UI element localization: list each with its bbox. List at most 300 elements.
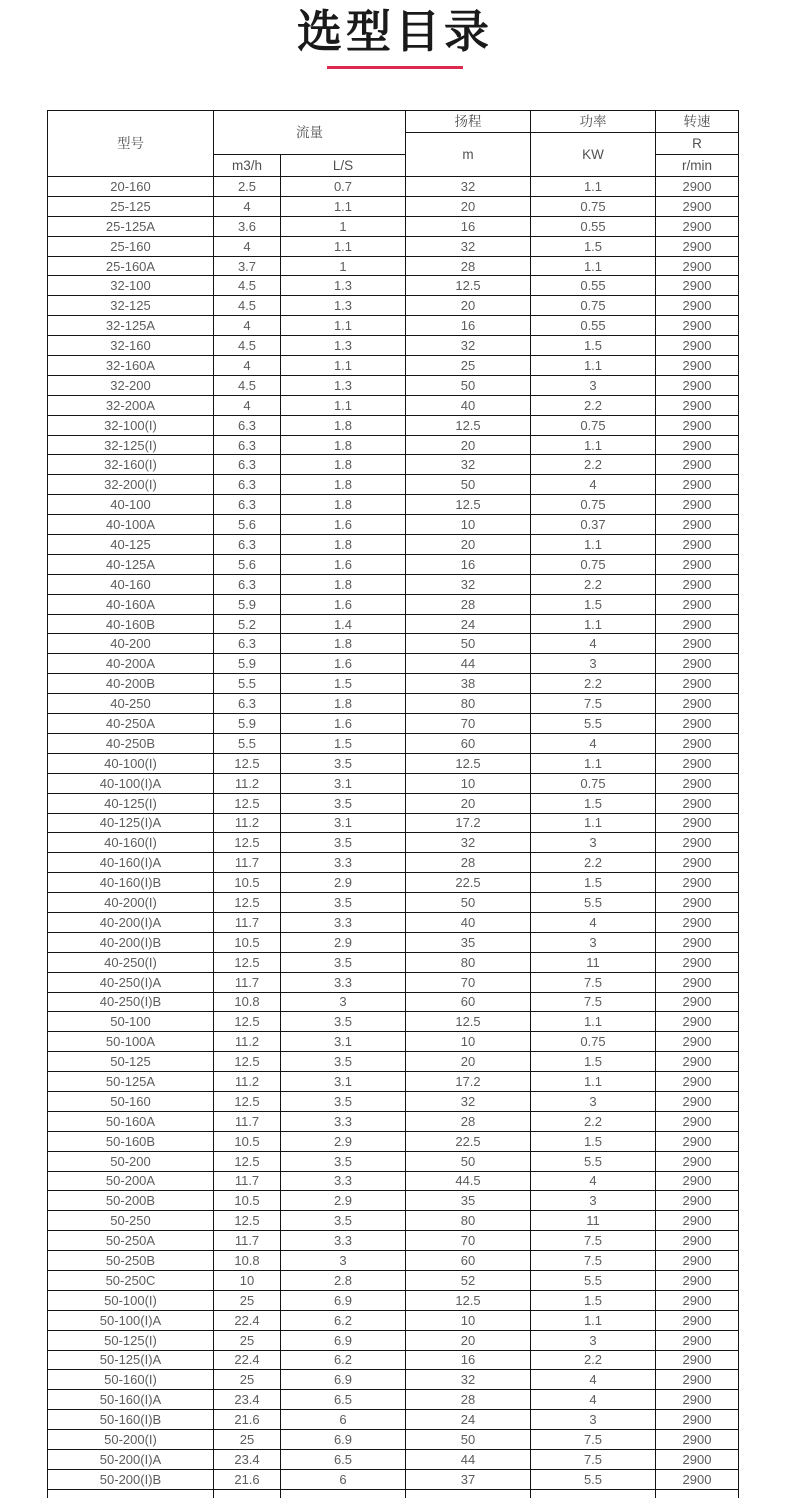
cell-head: 44.5 bbox=[406, 1171, 531, 1191]
cell-speed: 2900 bbox=[656, 574, 739, 594]
cell-power: 4 bbox=[531, 475, 656, 495]
cell-model: 40-100A bbox=[48, 515, 214, 535]
cell-model: 40-160B bbox=[48, 614, 214, 634]
cell-power: 3 bbox=[531, 1191, 656, 1211]
cell-model: 40-125(I) bbox=[48, 793, 214, 813]
cell-head: 50 bbox=[406, 634, 531, 654]
cell-flow-m3h: 11.7 bbox=[214, 853, 281, 873]
cell-head: 32 bbox=[406, 1091, 531, 1111]
cell-model: 40-160(I)A bbox=[48, 853, 214, 873]
cell-power: 4 bbox=[531, 733, 656, 753]
page-title: 选型目录 bbox=[296, 6, 493, 57]
cell-speed: 2900 bbox=[656, 1191, 739, 1211]
cell-flow-m3h: 25 bbox=[214, 1370, 281, 1390]
table-row bbox=[48, 574, 739, 594]
cell-power: 0.75 bbox=[531, 415, 656, 435]
cell-head: 12.5 bbox=[406, 415, 531, 435]
cell-head: 60 bbox=[406, 1251, 531, 1271]
cell-flow-ls: 3.5 bbox=[281, 1052, 406, 1072]
cell-flow-ls: 3.1 bbox=[281, 813, 406, 833]
header-model: 型号 bbox=[48, 111, 214, 177]
table-row bbox=[48, 1052, 739, 1072]
cell-flow-ls: 3.5 bbox=[281, 1091, 406, 1111]
cell-speed: 2900 bbox=[656, 495, 739, 515]
cell-flow-m3h: 5.2 bbox=[214, 614, 281, 634]
table-row bbox=[48, 594, 739, 614]
cell-model: 50-125(I)A bbox=[48, 1350, 214, 1370]
cell-power: 2.2 bbox=[531, 1350, 656, 1370]
cell-flow-ls: 3 bbox=[281, 1251, 406, 1271]
cell-head: 12.5 bbox=[406, 276, 531, 296]
cell-speed: 2900 bbox=[656, 694, 739, 714]
cell-flow-m3h: 11.7 bbox=[214, 1171, 281, 1191]
cell-model: 40-160(I) bbox=[48, 833, 214, 853]
cell-speed: 2900 bbox=[656, 1450, 739, 1470]
cell-flow-m3h: 11.2 bbox=[214, 773, 281, 793]
cell-model: 40-200(I)A bbox=[48, 912, 214, 932]
cell-power: 4 bbox=[531, 912, 656, 932]
cell-model: 40-100 bbox=[48, 495, 214, 515]
table-row bbox=[48, 1350, 739, 1370]
cell-flow-ls: 6.9 bbox=[281, 1370, 406, 1390]
table-row bbox=[48, 1430, 739, 1450]
catalog-page bbox=[0, 2, 790, 1498]
table-header bbox=[48, 111, 739, 177]
table-row bbox=[48, 1450, 739, 1470]
cell-power: 3 bbox=[531, 1410, 656, 1430]
table-row bbox=[48, 216, 739, 236]
cell-flow-ls: 1 bbox=[281, 216, 406, 236]
cell-model: 32-100 bbox=[48, 276, 214, 296]
cell-power: 1.1 bbox=[531, 177, 656, 197]
cell-model: 40-250(I)B bbox=[48, 992, 214, 1012]
cell-head: 20 bbox=[406, 435, 531, 455]
cell-flow-m3h: 6.3 bbox=[214, 495, 281, 515]
cell-head: 20 bbox=[406, 1330, 531, 1350]
cell-head: 50 bbox=[406, 1151, 531, 1171]
cell-flow-ls: 1.6 bbox=[281, 515, 406, 535]
cell-head: 32 bbox=[406, 336, 531, 356]
cell-flow-m3h: 4 bbox=[214, 196, 281, 216]
cell-model: 40-250(I)A bbox=[48, 972, 214, 992]
cell-speed: 2900 bbox=[656, 336, 739, 356]
cell-flow-m3h: 11.7 bbox=[214, 1231, 281, 1251]
cell-speed: 2900 bbox=[656, 972, 739, 992]
cell-speed: 2900 bbox=[656, 435, 739, 455]
table-row bbox=[48, 1290, 739, 1310]
cell-speed: 2900 bbox=[656, 753, 739, 773]
cell-model: 32-200A bbox=[48, 395, 214, 415]
cell-flow-ls: 3 bbox=[281, 992, 406, 1012]
cell-speed: 2900 bbox=[656, 356, 739, 376]
cell-head: 20 bbox=[406, 793, 531, 813]
table-row bbox=[48, 256, 739, 276]
cell-speed: 2900 bbox=[656, 1251, 739, 1271]
cell-flow-ls: 3.5 bbox=[281, 833, 406, 853]
cell-flow-m3h: 5.5 bbox=[214, 674, 281, 694]
cell-head: 80 bbox=[406, 952, 531, 972]
cell-head: 17.2 bbox=[406, 1072, 531, 1092]
cell-power: 1.5 bbox=[531, 793, 656, 813]
cell-head: 28 bbox=[406, 853, 531, 873]
cell-model: 50-100(I)A bbox=[48, 1310, 214, 1330]
cell-power: 7.5 bbox=[531, 992, 656, 1012]
header-speed-unit: r/min bbox=[656, 155, 739, 177]
cell-speed: 2900 bbox=[656, 1171, 739, 1191]
cell-flow-m3h: 10.5 bbox=[214, 1191, 281, 1211]
header-power: 功率 bbox=[531, 111, 656, 133]
cell-head: 10 bbox=[406, 1310, 531, 1330]
cell-head: 12.5 bbox=[406, 1012, 531, 1032]
cell-speed: 2900 bbox=[656, 1231, 739, 1251]
cell-head: 32 bbox=[406, 1370, 531, 1390]
cell-speed: 2900 bbox=[656, 992, 739, 1012]
cell-head: 60 bbox=[406, 733, 531, 753]
cell-speed: 2900 bbox=[656, 256, 739, 276]
table-row bbox=[48, 912, 739, 932]
cell-head: 70 bbox=[406, 714, 531, 734]
cell-flow-ls: 3.5 bbox=[281, 753, 406, 773]
table-row bbox=[48, 992, 739, 1012]
table-row bbox=[48, 853, 739, 873]
cell-model: 25-125 bbox=[48, 196, 214, 216]
cell-power: 1.1 bbox=[531, 1310, 656, 1330]
cell-speed: 2900 bbox=[656, 614, 739, 634]
cell-power: 4 bbox=[531, 1171, 656, 1191]
cell-model: 32-200 bbox=[48, 375, 214, 395]
cell-speed: 2900 bbox=[656, 1032, 739, 1052]
cell-flow-ls: 0.7 bbox=[281, 177, 406, 197]
cell-speed: 2900 bbox=[656, 1211, 739, 1231]
cell-power: 7.5 bbox=[531, 1251, 656, 1271]
cell-model: 32-125A bbox=[48, 316, 214, 336]
cell-power: 3 bbox=[531, 1330, 656, 1350]
cell-flow-ls: 1.5 bbox=[281, 674, 406, 694]
cell-power: 2.2 bbox=[531, 674, 656, 694]
cell-head: 25 bbox=[406, 356, 531, 376]
cell-flow-ls: 3.3 bbox=[281, 972, 406, 992]
table-row bbox=[48, 1469, 739, 1489]
cell-flow-ls: 6.9 bbox=[281, 1290, 406, 1310]
cell-flow-m3h: 12.5 bbox=[214, 753, 281, 773]
cell-flow-ls: 1.1 bbox=[281, 316, 406, 336]
cell-flow-ls: 1.8 bbox=[281, 455, 406, 475]
cell-speed: 2900 bbox=[656, 316, 739, 336]
cell-model: 50-200(I)A bbox=[48, 1450, 214, 1470]
table-row bbox=[48, 296, 739, 316]
header-flow-ls: L/S bbox=[281, 155, 406, 177]
table-row bbox=[48, 694, 739, 714]
cell-empty bbox=[406, 1489, 531, 1498]
cell-head: 32 bbox=[406, 236, 531, 256]
cell-speed: 2900 bbox=[656, 515, 739, 535]
cell-model: 40-200(I) bbox=[48, 893, 214, 913]
table-row bbox=[48, 236, 739, 256]
header-head: 扬程 bbox=[406, 111, 531, 133]
cell-speed: 2900 bbox=[656, 1430, 739, 1450]
cell-speed: 2900 bbox=[656, 634, 739, 654]
cell-power: 2.2 bbox=[531, 853, 656, 873]
cell-speed: 2900 bbox=[656, 893, 739, 913]
cell-flow-m3h: 12.5 bbox=[214, 1052, 281, 1072]
partial-row bbox=[48, 1489, 739, 1498]
cell-flow-m3h: 23.4 bbox=[214, 1450, 281, 1470]
cell-head: 10 bbox=[406, 1032, 531, 1052]
cell-model: 40-100(I) bbox=[48, 753, 214, 773]
cell-flow-m3h: 12.5 bbox=[214, 893, 281, 913]
table-row bbox=[48, 1251, 739, 1271]
cell-power: 2.2 bbox=[531, 395, 656, 415]
cell-model: 50-250 bbox=[48, 1211, 214, 1231]
table-row bbox=[48, 873, 739, 893]
cell-model: 40-250A bbox=[48, 714, 214, 734]
cell-flow-ls: 3.3 bbox=[281, 1231, 406, 1251]
cell-power: 1.5 bbox=[531, 336, 656, 356]
cell-flow-ls: 3.3 bbox=[281, 1111, 406, 1131]
cell-speed: 2900 bbox=[656, 1410, 739, 1430]
cell-model: 25-160A bbox=[48, 256, 214, 276]
cell-model: 50-160A bbox=[48, 1111, 214, 1131]
cell-flow-m3h: 25 bbox=[214, 1330, 281, 1350]
cell-flow-m3h: 6.3 bbox=[214, 574, 281, 594]
cell-head: 80 bbox=[406, 1211, 531, 1231]
cell-model: 50-200B bbox=[48, 1191, 214, 1211]
cell-head: 20 bbox=[406, 1052, 531, 1072]
table-row bbox=[48, 356, 739, 376]
selection-table bbox=[47, 110, 739, 1498]
cell-power: 11 bbox=[531, 1211, 656, 1231]
table-row bbox=[48, 196, 739, 216]
cell-model: 32-160(I) bbox=[48, 455, 214, 475]
table-row bbox=[48, 952, 739, 972]
cell-flow-ls: 6.2 bbox=[281, 1350, 406, 1370]
cell-flow-m3h: 4 bbox=[214, 316, 281, 336]
cell-power: 0.55 bbox=[531, 276, 656, 296]
cell-power: 0.75 bbox=[531, 196, 656, 216]
cell-power: 4 bbox=[531, 634, 656, 654]
table-row bbox=[48, 1390, 739, 1410]
cell-power: 0.75 bbox=[531, 1032, 656, 1052]
cell-flow-m3h: 25 bbox=[214, 1430, 281, 1450]
cell-power: 3 bbox=[531, 654, 656, 674]
cell-flow-m3h: 6.3 bbox=[214, 634, 281, 654]
cell-flow-ls: 1.4 bbox=[281, 614, 406, 634]
cell-flow-ls: 2.9 bbox=[281, 932, 406, 952]
cell-speed: 2900 bbox=[656, 873, 739, 893]
cell-speed: 2900 bbox=[656, 1052, 739, 1072]
cell-flow-ls: 1.8 bbox=[281, 694, 406, 714]
cell-power: 3 bbox=[531, 375, 656, 395]
table-row bbox=[48, 535, 739, 555]
cell-head: 32 bbox=[406, 177, 531, 197]
cell-speed: 2900 bbox=[656, 1330, 739, 1350]
cell-flow-m3h: 4.5 bbox=[214, 296, 281, 316]
cell-flow-m3h: 6.3 bbox=[214, 475, 281, 495]
cell-speed: 2900 bbox=[656, 1151, 739, 1171]
cell-head: 10 bbox=[406, 515, 531, 535]
cell-model: 32-160A bbox=[48, 356, 214, 376]
cell-flow-m3h: 5.9 bbox=[214, 594, 281, 614]
cell-flow-m3h: 12.5 bbox=[214, 1151, 281, 1171]
cell-flow-ls: 6.9 bbox=[281, 1330, 406, 1350]
cell-model: 40-160A bbox=[48, 594, 214, 614]
cell-flow-ls: 1.6 bbox=[281, 554, 406, 574]
cell-flow-ls: 1.8 bbox=[281, 475, 406, 495]
cell-flow-m3h: 12.5 bbox=[214, 1012, 281, 1032]
table-row bbox=[48, 1072, 739, 1092]
cell-power: 1.1 bbox=[531, 1072, 656, 1092]
cell-model: 40-160(I)B bbox=[48, 873, 214, 893]
cell-power: 1.1 bbox=[531, 753, 656, 773]
table-row bbox=[48, 1310, 739, 1330]
table-row bbox=[48, 1191, 739, 1211]
cell-model: 20-160 bbox=[48, 177, 214, 197]
cell-head: 52 bbox=[406, 1270, 531, 1290]
cell-head: 12.5 bbox=[406, 495, 531, 515]
cell-flow-ls: 2.8 bbox=[281, 1270, 406, 1290]
cell-speed: 2900 bbox=[656, 535, 739, 555]
cell-power: 7.5 bbox=[531, 1231, 656, 1251]
cell-power: 1.1 bbox=[531, 256, 656, 276]
cell-speed: 2900 bbox=[656, 216, 739, 236]
cell-model: 32-125(I) bbox=[48, 435, 214, 455]
cell-power: 1.1 bbox=[531, 1012, 656, 1032]
cell-head: 24 bbox=[406, 1410, 531, 1430]
table-row bbox=[48, 654, 739, 674]
cell-speed: 2900 bbox=[656, 1370, 739, 1390]
cell-flow-ls: 6 bbox=[281, 1410, 406, 1430]
cell-power: 7.5 bbox=[531, 694, 656, 714]
cell-model: 25-160 bbox=[48, 236, 214, 256]
cell-speed: 2900 bbox=[656, 594, 739, 614]
cell-head: 16 bbox=[406, 216, 531, 236]
cell-flow-ls: 3.5 bbox=[281, 1211, 406, 1231]
table-row bbox=[48, 1231, 739, 1251]
cell-flow-m3h: 25 bbox=[214, 1290, 281, 1310]
cell-power: 1.1 bbox=[531, 535, 656, 555]
cell-flow-m3h: 12.5 bbox=[214, 1091, 281, 1111]
cell-flow-ls: 1.5 bbox=[281, 733, 406, 753]
cell-speed: 2900 bbox=[656, 714, 739, 734]
cell-model: 40-200B bbox=[48, 674, 214, 694]
table-row bbox=[48, 714, 739, 734]
cell-power: 0.75 bbox=[531, 554, 656, 574]
cell-flow-m3h: 4 bbox=[214, 236, 281, 256]
cell-head: 80 bbox=[406, 694, 531, 714]
cell-power: 4 bbox=[531, 1390, 656, 1410]
cell-model: 40-200 bbox=[48, 634, 214, 654]
cell-flow-ls: 6.9 bbox=[281, 1430, 406, 1450]
table-row bbox=[48, 833, 739, 853]
cell-flow-ls: 3.5 bbox=[281, 793, 406, 813]
cell-head: 70 bbox=[406, 1231, 531, 1251]
cell-speed: 2900 bbox=[656, 415, 739, 435]
cell-power: 2.2 bbox=[531, 1111, 656, 1131]
cell-model: 50-200A bbox=[48, 1171, 214, 1191]
cell-head: 50 bbox=[406, 893, 531, 913]
cell-speed: 2900 bbox=[656, 1131, 739, 1151]
cell-model: 50-200 bbox=[48, 1151, 214, 1171]
cell-power: 5.5 bbox=[531, 1270, 656, 1290]
cell-flow-m3h: 11.2 bbox=[214, 1072, 281, 1092]
cell-flow-m3h: 4 bbox=[214, 395, 281, 415]
cell-power: 7.5 bbox=[531, 972, 656, 992]
cell-speed: 2900 bbox=[656, 1390, 739, 1410]
cell-flow-ls: 3.5 bbox=[281, 1012, 406, 1032]
table-row bbox=[48, 1111, 739, 1131]
table-row bbox=[48, 1211, 739, 1231]
table-row bbox=[48, 1151, 739, 1171]
cell-flow-m3h: 12.5 bbox=[214, 793, 281, 813]
cell-speed: 2900 bbox=[656, 455, 739, 475]
cell-power: 0.75 bbox=[531, 773, 656, 793]
cell-power: 1.5 bbox=[531, 873, 656, 893]
cell-head: 17.2 bbox=[406, 813, 531, 833]
cell-empty bbox=[281, 1489, 406, 1498]
header-speed: 转速 bbox=[656, 111, 739, 133]
cell-flow-ls: 1 bbox=[281, 256, 406, 276]
cell-flow-m3h: 12.5 bbox=[214, 952, 281, 972]
cell-head: 12.5 bbox=[406, 753, 531, 773]
header-flow-m3h: m3/h bbox=[214, 155, 281, 177]
table-row bbox=[48, 455, 739, 475]
cell-model: 50-100(I) bbox=[48, 1290, 214, 1310]
table-row bbox=[48, 554, 739, 574]
cell-flow-m3h: 4 bbox=[214, 356, 281, 376]
cell-head: 28 bbox=[406, 1390, 531, 1410]
table-row bbox=[48, 1032, 739, 1052]
cell-flow-ls: 1.8 bbox=[281, 435, 406, 455]
cell-flow-ls: 1.3 bbox=[281, 336, 406, 356]
cell-flow-m3h: 3.6 bbox=[214, 216, 281, 236]
cell-speed: 2900 bbox=[656, 813, 739, 833]
cell-speed: 2900 bbox=[656, 1270, 739, 1290]
cell-flow-m3h: 10.5 bbox=[214, 873, 281, 893]
cell-head: 16 bbox=[406, 316, 531, 336]
cell-flow-ls: 1.8 bbox=[281, 634, 406, 654]
cell-flow-ls: 6 bbox=[281, 1469, 406, 1489]
cell-model: 40-160 bbox=[48, 574, 214, 594]
cell-flow-m3h: 11.7 bbox=[214, 972, 281, 992]
cell-speed: 2900 bbox=[656, 773, 739, 793]
cell-model: 40-200(I)B bbox=[48, 932, 214, 952]
cell-head: 60 bbox=[406, 992, 531, 1012]
cell-flow-ls: 1.1 bbox=[281, 236, 406, 256]
table-row bbox=[48, 1012, 739, 1032]
cell-flow-m3h: 12.5 bbox=[214, 1211, 281, 1231]
cell-flow-ls: 6.5 bbox=[281, 1450, 406, 1470]
cell-flow-ls: 1.1 bbox=[281, 395, 406, 415]
table-row bbox=[48, 1091, 739, 1111]
cell-flow-m3h: 2.5 bbox=[214, 177, 281, 197]
table-row bbox=[48, 1370, 739, 1390]
cell-power: 3 bbox=[531, 833, 656, 853]
title-underline bbox=[327, 66, 463, 69]
cell-model: 50-160 bbox=[48, 1091, 214, 1111]
cell-speed: 2900 bbox=[656, 1469, 739, 1489]
cell-power: 1.5 bbox=[531, 236, 656, 256]
table-row bbox=[48, 1270, 739, 1290]
cell-empty bbox=[48, 1489, 214, 1498]
cell-flow-ls: 1.6 bbox=[281, 714, 406, 734]
cell-model: 40-250 bbox=[48, 694, 214, 714]
table-row bbox=[48, 177, 739, 197]
cell-flow-m3h: 5.6 bbox=[214, 515, 281, 535]
table-row bbox=[48, 495, 739, 515]
cell-speed: 2900 bbox=[656, 395, 739, 415]
cell-flow-m3h: 6.3 bbox=[214, 694, 281, 714]
cell-flow-m3h: 10.8 bbox=[214, 992, 281, 1012]
